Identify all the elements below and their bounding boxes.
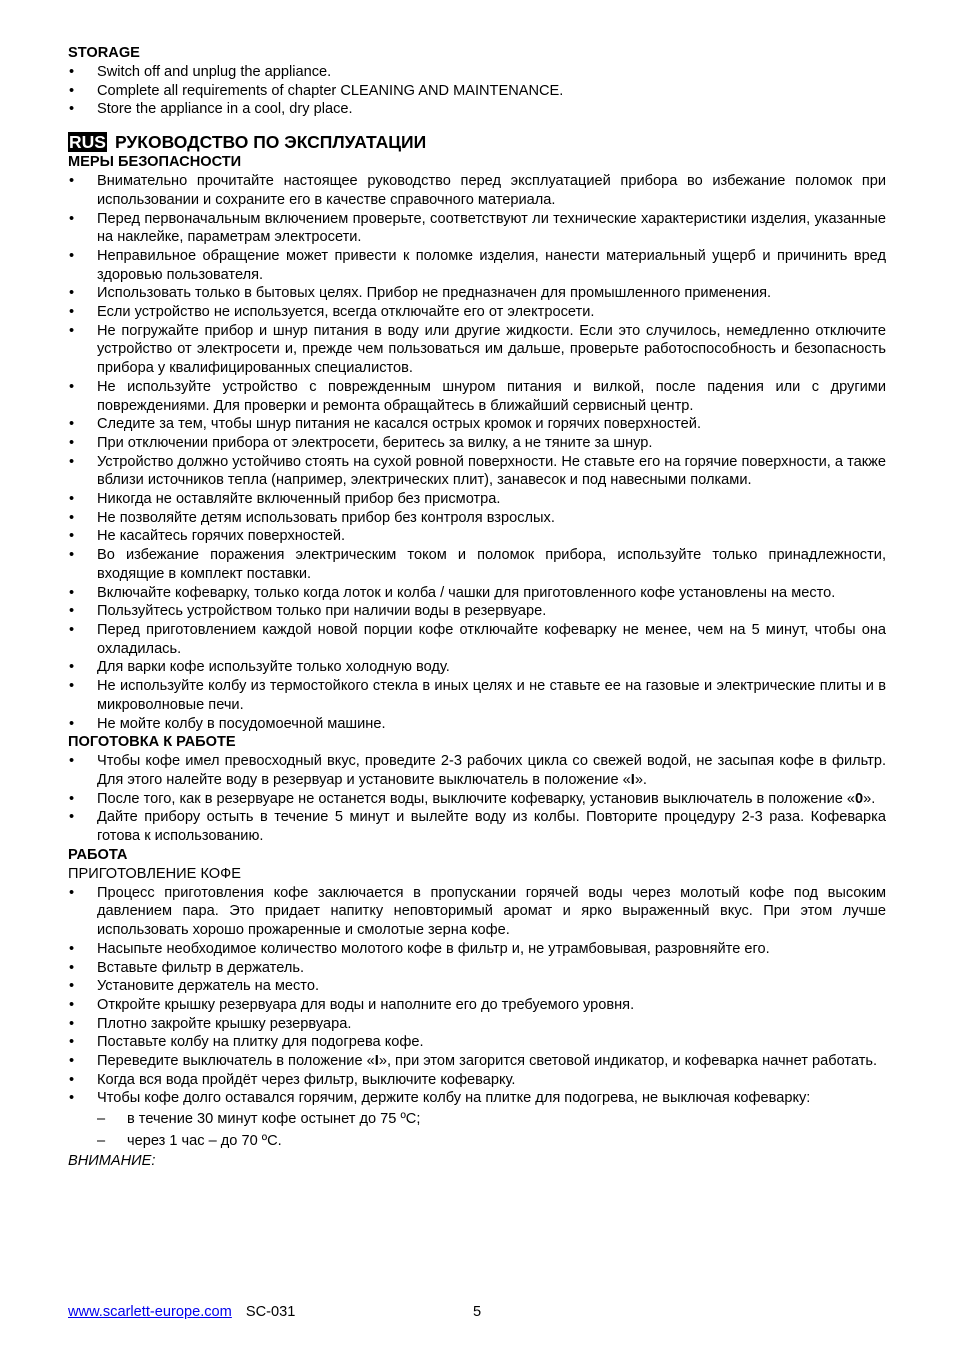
item-text: Переведите выключатель в положение « <box>97 1053 375 1070</box>
list-item: • Использовать только в бытовых целях. Прибор не предназначен для промышленного применения. <box>68 284 886 303</box>
list-item: • Включайте кофеварку, только когда лоток и колба / чашки для приготовленного кофе установлены на место. <box>68 584 886 603</box>
list-item: • Установите держатель на место. <box>68 977 886 996</box>
list-item <box>68 1052 886 1071</box>
dash-list <box>68 1108 886 1152</box>
page-footer <box>68 1303 886 1321</box>
model-number: SC-031 <box>245 1304 296 1320</box>
list-item: • При отключении прибора от электросети, беритесь за вилку, а не тяните за шнур. <box>68 434 886 453</box>
list-item: • Если устройство не используется, всегда отключайте его от электросети. <box>68 303 886 322</box>
attention-note: ВНИМАНИЕ: <box>68 1153 156 1170</box>
dash-item: – через 1 час – до 70 ºС. <box>68 1130 886 1152</box>
list-item: • Не используйте колбу из термостойкого стекла в иных целях и не ставьте ее на газовые и электрические плиты и в микроволновые печи. <box>68 677 886 714</box>
switch-position: I <box>630 771 635 788</box>
list-item: • Пользуйтесь устройством только при наличии воды в резервуаре. <box>68 602 886 621</box>
list-item: • Никогда не оставляйте включенный прибор без присмотра. <box>68 490 886 509</box>
switch-position: I <box>374 1053 379 1070</box>
list-item: • Во избежание поражения электрическим током и поломок прибора, используйте только принадлежности, входящие в комплект поставки. <box>68 546 886 583</box>
operation-subheading: ПРИГОТОВЛЕНИЕ КОФЕ <box>68 865 241 882</box>
list-item: • Плотно закройте крышку резервуара. <box>68 1015 886 1034</box>
list-item: • Процесс приготовления кофе заключается в пропускании горячей воды через молотый кофе под высоким давлением пара. Это придает напитку неповторимый аромат и ярко выраженный вкус. При этом лучше использовать хорошо прожаренные и смолотые зерна кофе. <box>68 884 886 940</box>
operation-heading: РАБОТА <box>68 846 128 863</box>
section-title <box>68 131 886 153</box>
list-item: • Store the appliance in a cool, dry place. <box>68 100 886 119</box>
list-item: • Насыпьте необходимое количество молотого кофе в фильтр и, не утрамбовывая, разровняйте его. <box>68 940 886 959</box>
list-item: • Поставьте колбу на плитку для подогрева кофе. <box>68 1033 886 1052</box>
preparation-heading: ПОГОТОВКА К РАБОТЕ <box>68 734 236 751</box>
dash-item: – в течение 30 минут кофе остынет до 75 ºС; <box>68 1108 886 1130</box>
list-item: • Когда вся вода пройдёт через фильтр, выключите кофеварку. <box>68 1071 886 1090</box>
item-text: », при этом загорится световой индикатор, и кофеварка начнет работать. <box>378 1053 878 1070</box>
list-item: • Чтобы кофе долго оставался горячим, держите колбу на плитке для подогрева, не выключая кофеварку: <box>68 1089 886 1108</box>
website-link[interactable]: www.scarlett-europe.com <box>68 1304 232 1320</box>
page-number: 5 <box>473 1304 482 1320</box>
list-item: • Следите за тем, чтобы шнур питания не касался острых кромок и горячих поверхностей. <box>68 415 886 434</box>
storage-list <box>68 63 886 119</box>
list-item: • Перед первоначальным включением проверьте, соответствуют ли технические характеристики изделия, указанные на наклейке, параметрам электросети. <box>68 210 886 247</box>
list-item: • Не позволяйте детям использовать прибор без контроля взрослых. <box>68 509 886 528</box>
preparation-list <box>68 752 886 846</box>
item-text: Чтобы кофе имел превосходный вкус, проведите 2-3 рабочих цикла со свежей водой, не засыпая кофе в фильтр. Для этого налейте воду в резервуар и установите выключатель в положение « <box>97 753 886 788</box>
list-item: • Не погружайте прибор и шнур питания в воду или другие жидкости. Если это случилось, немедленно отключите устройство от электросети и, прежде чем пользоваться им дальше, проверьте работоспособность и безопасность прибора у квалифицированных специалистов. <box>68 322 886 378</box>
list-item: • Внимательно прочитайте настоящее руководство перед эксплуатацией прибора во избежание поломок при использовании и сохраните его в качестве справочного материала. <box>68 172 886 209</box>
list-item: • Switch off and unplug the appliance. <box>68 63 886 82</box>
document-page <box>68 44 886 1171</box>
list-item <box>68 752 886 789</box>
item-text: После того, как в резервуаре не останется воды, выключите кофеварку, установив выключатель в положение « <box>97 790 856 807</box>
list-item: • Откройте крышку резервуара для воды и наполните его до требуемого уровня. <box>68 996 886 1015</box>
list-item: • Не используйте устройство с поврежденным шнуром питания и вилкой, после падения или с другими повреждениями. Для проверки и ремонта обращайтесь в ближайший сервисный центр. <box>68 378 886 415</box>
list-item: • Неправильное обращение может привести к поломке изделия, нанести материальный ущерб и причинить вред здоровью пользователя. <box>68 247 886 284</box>
list-item: • Не мойте колбу в посудомоечной машине. <box>68 715 886 734</box>
storage-heading: STORAGE <box>68 45 140 61</box>
manual-title: РУКОВОДСТВО ПО ЭКСПЛУАТАЦИИ <box>114 132 427 153</box>
item-text: ». <box>634 771 647 788</box>
safety-heading: МЕРЫ БЕЗОПАСНОСТИ <box>68 154 242 171</box>
list-item: • Для варки кофе используйте только холодную воду. <box>68 658 886 677</box>
list-item: • Вставьте фильтр в держатель. <box>68 959 886 978</box>
list-item <box>68 790 886 809</box>
list-item: • Не касайтесь горячих поверхностей. <box>68 527 886 546</box>
item-text: ». <box>863 790 876 807</box>
language-badge: RUS <box>69 132 106 153</box>
safety-list <box>68 172 886 733</box>
list-item: • Перед приготовлением каждой новой порции кофе отключайте кофеварку не менее, чем на 5 минут, чтобы она охладилась. <box>68 621 886 658</box>
operation-list <box>68 884 886 1108</box>
list-item: • Устройство должно устойчиво стоять на сухой ровной поверхности. Не ставьте его на горячие поверхности, а также вблизи источников тепла (например, электрических плит), занавесок и под навесными полками. <box>68 453 886 490</box>
switch-position: 0 <box>855 790 864 807</box>
list-item: • Дайте прибору остыть в течение 5 минут и вылейте воду из колбы. Повторите процедуру 2-3 раза. Кофеварка готова к использованию. <box>68 808 886 845</box>
list-item: • Complete all requirements of chapter CLEANING AND MAINTENANCE. <box>68 82 886 101</box>
